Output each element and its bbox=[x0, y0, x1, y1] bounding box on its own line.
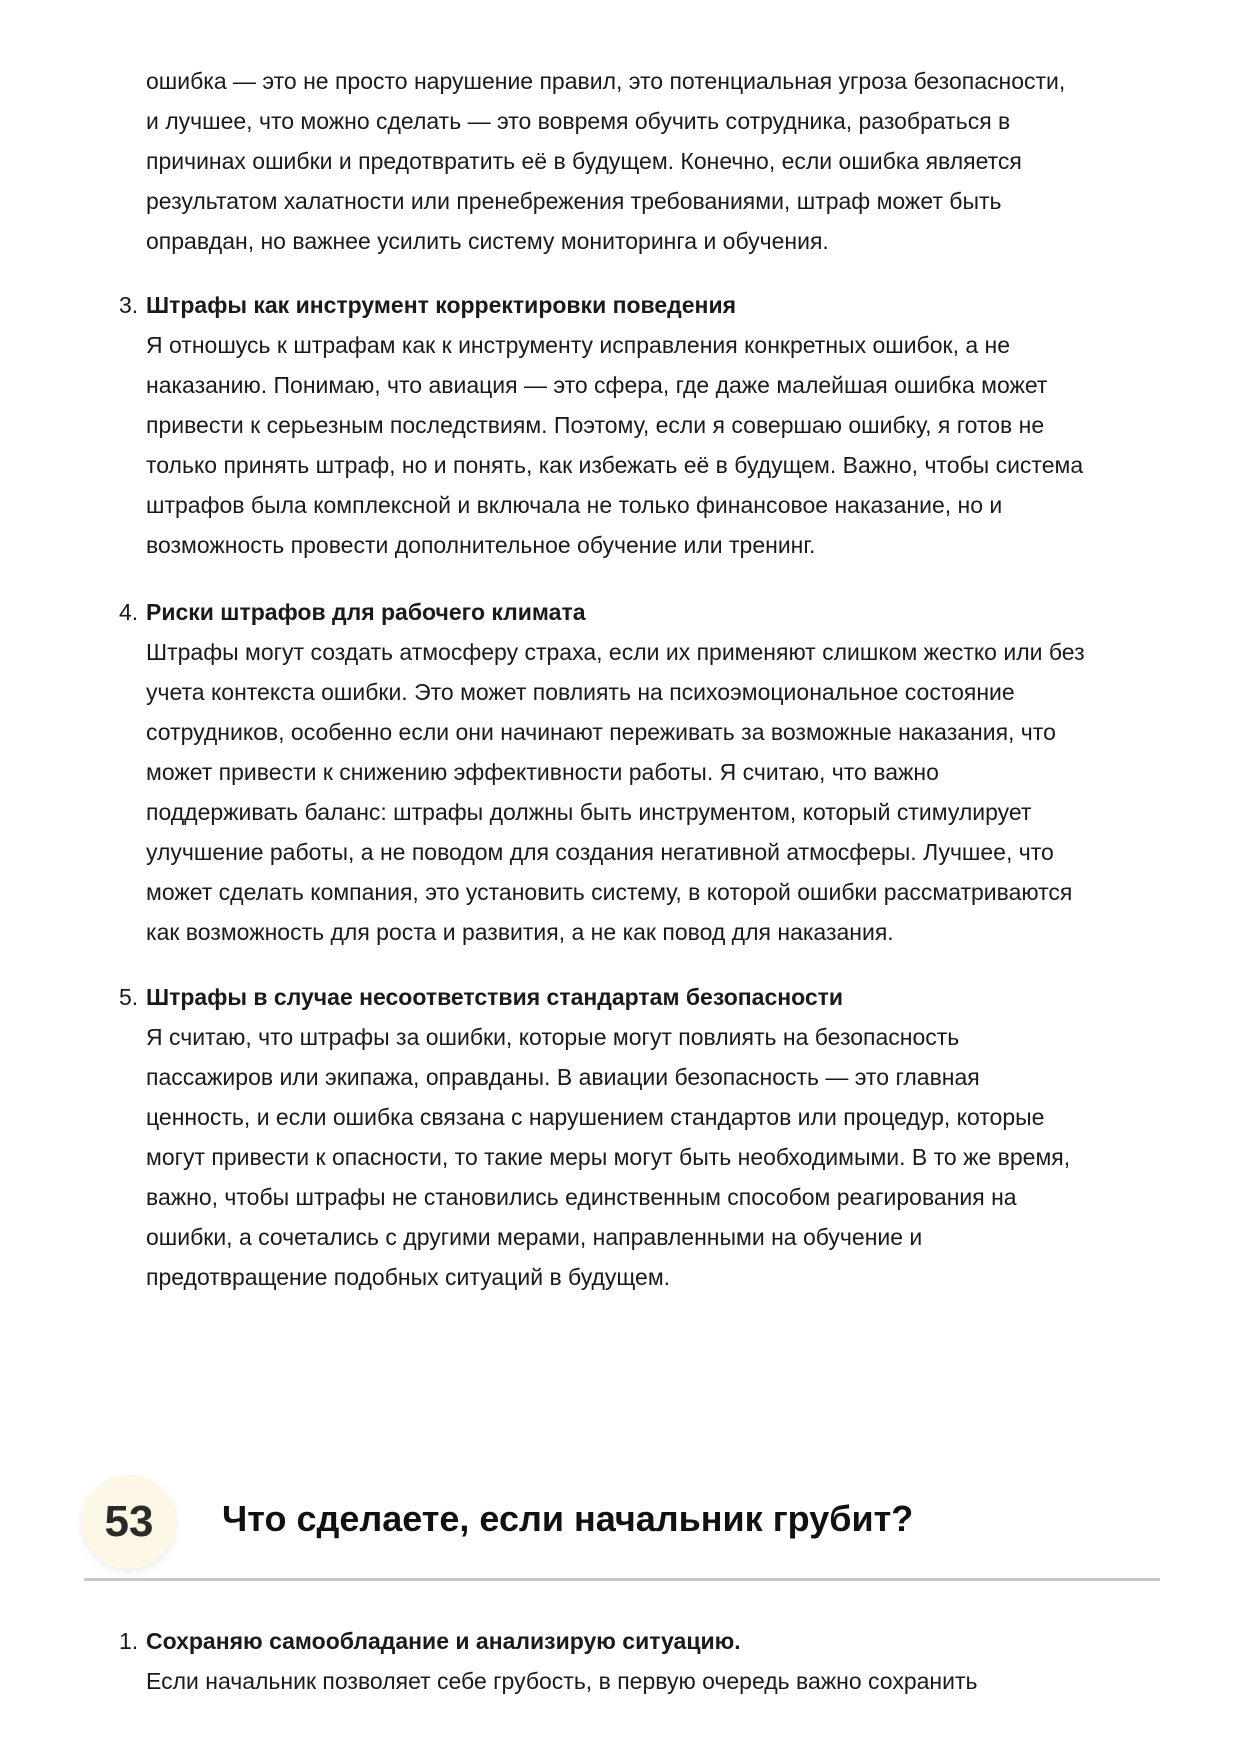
paragraph-line: важно, чтобы штрафы не становились единственным способом реагирования на bbox=[146, 1184, 1017, 1210]
paragraph-line: штрафов была комплексной и включала не только финансовое наказание, но и bbox=[146, 492, 1003, 518]
item-heading bbox=[119, 1621, 1186, 1661]
section-divider bbox=[84, 1578, 1160, 1581]
item-number: 1. bbox=[119, 1628, 139, 1654]
paragraph-line: учета контекста ошибки. Это может повлиять на психоэмоциональное состояние bbox=[146, 679, 1015, 705]
item-heading bbox=[119, 285, 1186, 325]
intro-paragraph bbox=[146, 61, 1186, 261]
item-heading-text: Риски штрафов для рабочего климата bbox=[146, 599, 586, 625]
list-item bbox=[119, 977, 1186, 1297]
paragraph-line: может сделать компания, это установить систему, в которой ошибки рассматриваются bbox=[146, 879, 1073, 905]
paragraph-line: пассажиров или экипажа, оправданы. В авиации безопасность — это главная bbox=[146, 1064, 980, 1090]
item-heading-text: Сохраняю самообладание и анализирую ситуацию. bbox=[146, 1628, 741, 1654]
paragraph-line: ошибка — это не просто нарушение правил, это потенциальная угроза безопасности, bbox=[146, 68, 1066, 94]
list-item bbox=[119, 1621, 1186, 1701]
paragraph-line: улучшение работы, а не поводом для создания негативной атмосферы. Лучшее, что bbox=[146, 839, 1054, 865]
item-number: 5. bbox=[119, 984, 139, 1010]
paragraph-line: результатом халатности или пренебрежения требованиями, штраф может быть bbox=[146, 188, 1002, 214]
paragraph-line: ценность, и если ошибка связана с нарушением стандартов или процедур, которые bbox=[146, 1104, 1045, 1130]
paragraph-line: привести к серьезным последствиям. Поэтому, если я совершаю ошибку, я готов не bbox=[146, 412, 1045, 438]
item-number: 3. bbox=[119, 292, 139, 318]
paragraph-line: и лучшее, что можно сделать — это вовремя обучить сотрудника, разобраться в bbox=[146, 108, 1011, 134]
paragraph-line: оправдан, но важнее усилить систему мониторинга и обучения. bbox=[146, 228, 829, 254]
paragraph-line: возможность провести дополнительное обучение или тренинг. bbox=[146, 532, 816, 558]
paragraph-line: могут привести к опасности, то такие меры могут быть необходимыми. В то же время, bbox=[146, 1144, 1071, 1170]
paragraph-line: только принять штраф, но и понять, как избежать её в будущем. Важно, чтобы система bbox=[146, 452, 1084, 478]
paragraph-line: наказанию. Понимаю, что авиация — это сфера, где даже малейшая ошибка может bbox=[146, 372, 1048, 398]
paragraph-line: Я считаю, что штрафы за ошибки, которые могут повлиять на безопасность bbox=[146, 1024, 960, 1050]
paragraph-line: причинах ошибки и предотвратить её в будущем. Конечно, если ошибка является bbox=[146, 148, 1022, 174]
paragraph-line: сотрудников, особенно если они начинают переживать за возможные наказания, что bbox=[146, 719, 1056, 745]
item-number: 4. bbox=[119, 599, 139, 625]
paragraph-line: ошибки, а сочетались с другими мерами, направленными на обучение и bbox=[146, 1224, 923, 1250]
section-title: Что сделаете, если начальник грубит? bbox=[222, 1498, 914, 1539]
question-number-badge: 53 bbox=[82, 1475, 176, 1569]
item-heading bbox=[119, 977, 1186, 1017]
list-item bbox=[119, 285, 1186, 565]
paragraph-line: Штрафы могут создать атмосферу страха, если их применяют слишком жестко или без bbox=[146, 639, 1085, 665]
paragraph-line: может привести к снижению эффективности работы. Я считаю, что важно bbox=[146, 759, 939, 785]
paragraph-line: предотвращение подобных ситуаций в будущем. bbox=[146, 1264, 671, 1290]
item-heading-text: Штрафы как инструмент корректировки поведения bbox=[146, 292, 737, 318]
item-heading bbox=[119, 592, 1186, 632]
list-item bbox=[119, 592, 1186, 952]
item-heading-text: Штрафы в случае несоответствия стандартам безопасности bbox=[146, 984, 844, 1010]
paragraph-line: как возможность для роста и развития, а не как повод для наказания. bbox=[146, 919, 894, 945]
paragraph-line: поддерживать баланс: штрафы должны быть инструментом, который стимулирует bbox=[146, 799, 1032, 825]
paragraph-line: Я отношусь к штрафам как к инструменту исправления конкретных ошибок, а не bbox=[146, 332, 1011, 358]
paragraph-line: Если начальник позволяет себе грубость, в первую очередь важно сохранить bbox=[146, 1668, 978, 1694]
